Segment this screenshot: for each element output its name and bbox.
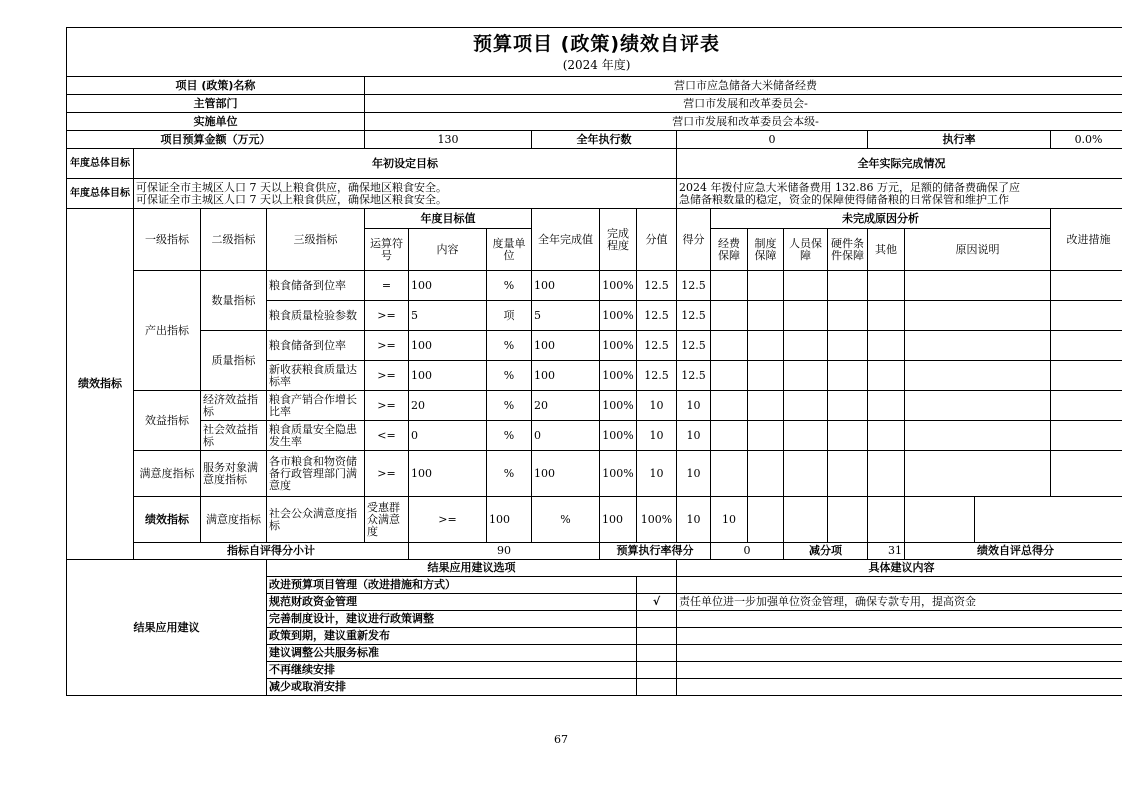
indicator-score: 12.5 [677, 361, 711, 391]
result-check [637, 679, 677, 696]
header-improve: 改进措施 [1051, 209, 1122, 271]
indicator-score: 12.5 [677, 271, 711, 301]
results-label: 结果应用建议 [67, 560, 267, 696]
indicator-degree: 100% [600, 271, 637, 301]
indicator-content: 100 [409, 451, 487, 497]
indicator-name: 受惠群众满意度 [365, 497, 409, 543]
indicator-degree: 100% [600, 331, 637, 361]
header-score-value: 分值 [637, 209, 677, 271]
result-check [637, 645, 677, 662]
indicator-unit: % [487, 271, 532, 301]
indicator-unit: % [487, 391, 532, 421]
indicator-score: 12.5 [677, 301, 711, 331]
result-check [637, 628, 677, 645]
indicator-op: >= [365, 451, 409, 497]
goals-actual-line: 急储备粮数量的稳定，资金的保障使得储备粮的日常保管和维护工作 [679, 193, 1009, 206]
subtotal-label: 指标自评得分小计 [134, 543, 409, 560]
page-title: 预算项目 (政策)绩效自评表 [473, 33, 721, 55]
l1-satisfaction: 满意度指标 [134, 451, 201, 497]
header-content: 内容 [409, 229, 487, 271]
indicator-value: 12.5 [637, 301, 677, 331]
goals-actual-text [677, 179, 1122, 209]
exec-value: 0 [677, 131, 868, 149]
indicator-actual: 5 [532, 301, 600, 331]
result-advice [677, 645, 1122, 662]
indicator-degree: 100% [600, 301, 637, 331]
header-op: 运算符号 [365, 229, 409, 271]
indicator-name: 粮食质量安全隐患发生率 [267, 421, 365, 451]
indicator-op: >= [365, 361, 409, 391]
indicator-actual: 100 [600, 497, 637, 543]
result-advice: 责任单位进一步加强单位资金管理，确保专款专用，提高资金 [677, 594, 1122, 611]
budget-label: 项目预算金额（万元） [67, 131, 365, 149]
indicator-actual: 0 [532, 421, 600, 451]
header-other: 其他 [868, 229, 905, 271]
result-advice [677, 577, 1122, 594]
unit-value: 营口市发展和改革委员会本级- [365, 113, 1122, 131]
indicator-op: >= [365, 331, 409, 361]
dept-label: 主管部门 [67, 95, 365, 113]
indicator-actual: 100 [532, 271, 600, 301]
indicator-degree: 100% [600, 421, 637, 451]
indicator-unit: % [532, 497, 600, 543]
l2-quantity: 数量指标 [201, 271, 267, 331]
result-advice [677, 662, 1122, 679]
indicator-name: 粮食储备到位率 [267, 271, 365, 301]
indicator-unit: % [487, 361, 532, 391]
indicator-name: 粮食储备到位率 [267, 331, 365, 361]
header-score: 得分 [677, 209, 711, 271]
result-option: 减少或取消安排 [267, 679, 637, 696]
result-option: 完善制度设计，建议进行政策调整 [267, 611, 637, 628]
indicator-name: 各市粮食和物资储备行政管理部门满意度 [267, 451, 365, 497]
result-check [637, 611, 677, 628]
indicator-value: 10 [637, 391, 677, 421]
indicator-score: 10 [677, 391, 711, 421]
indicator-op: <= [365, 421, 409, 451]
l2-service: 服务对象满意度指标 [201, 451, 267, 497]
goals-label-2: 年度总体目标 [67, 179, 134, 209]
l2-quality: 质量指标 [201, 331, 267, 391]
indicator-value: 12.5 [637, 271, 677, 301]
indicator-unit: % [487, 331, 532, 361]
indicator-value: 12.5 [637, 361, 677, 391]
indicator-actual: 100 [532, 451, 600, 497]
indicator-content: 100 [409, 271, 487, 301]
project-name-value: 营口市应急储备大米储备经费 [365, 77, 1122, 95]
l2-public: 社会公众满意度指标 [267, 497, 365, 543]
result-option: 规范财政资金管理 [267, 594, 637, 611]
result-option: 不再继续安排 [267, 662, 637, 679]
subtotal-value: 90 [409, 543, 600, 560]
result-check: √ [637, 594, 677, 611]
header-level1: 一级指标 [134, 209, 201, 271]
indicator-value: 10 [677, 497, 711, 543]
header-annual-target: 年度目标值 [365, 209, 532, 229]
deduct-label: 减分项 [784, 543, 868, 560]
section-label: 绩效指标 [67, 209, 134, 560]
header-unit: 度量单位 [487, 229, 532, 271]
exec-label: 全年执行数 [532, 131, 677, 149]
goals-label: 年度总体目标 [67, 149, 134, 179]
indicator-op: >= [365, 301, 409, 331]
goals-set-text [134, 179, 677, 209]
header-hardware: 硬件条件保障 [828, 229, 868, 271]
goals-set-line: 可保证全市主城区人口 7 天以上粮食供应，确保地区粮食安全。 [136, 181, 447, 194]
l1-output: 产出指标 [134, 271, 201, 391]
header-explain: 原因说明 [905, 229, 1051, 271]
result-check [637, 662, 677, 679]
indicator-unit: 项 [487, 301, 532, 331]
project-name-label: 项目 (政策)名称 [67, 77, 365, 95]
evaluation-table [66, 27, 1122, 696]
budget-value: 130 [365, 131, 532, 149]
rate-value: 0.0% [1051, 131, 1122, 149]
indicator-content: 100 [487, 497, 532, 543]
indicator-name: 粮食质量检验参数 [267, 301, 365, 331]
total-label: 绩效自评总得分 [905, 543, 1122, 560]
budget-score-value: 0 [711, 543, 784, 560]
indicator-content: 100 [409, 331, 487, 361]
indicator-content: 20 [409, 391, 487, 421]
l1-benefit: 效益指标 [134, 391, 201, 451]
title-cell [67, 28, 1122, 77]
indicator-unit: % [487, 451, 532, 497]
indicator-degree: 100% [637, 497, 677, 543]
l1-satisfaction-2: 满意度指标 [201, 497, 267, 543]
indicator-score: 10 [677, 421, 711, 451]
indicator-op: = [365, 271, 409, 301]
unit-label: 实施单位 [67, 113, 365, 131]
goals-actual-line: 2024 年拨付应急大米储备费用 132.86 万元，足额的储备费确保了应 [679, 181, 1020, 194]
indicator-unit: % [487, 421, 532, 451]
indicator-actual: 100 [532, 331, 600, 361]
goals-set-header: 年初设定目标 [134, 149, 677, 179]
indicator-op: >= [409, 497, 487, 543]
header-actual: 全年完成值 [532, 209, 600, 271]
result-option: 建议调整公共服务标准 [267, 645, 637, 662]
results-content-header: 具体建议内容 [677, 560, 1122, 577]
l2-economic: 经济效益指标 [201, 391, 267, 421]
header-level2: 二级指标 [201, 209, 267, 271]
evaluation-sheet [66, 27, 1111, 696]
result-option: 改进预算项目管理（改进措施和方式） [267, 577, 637, 594]
indicator-degree: 100% [600, 361, 637, 391]
result-advice [677, 611, 1122, 628]
result-advice [677, 628, 1122, 645]
header-system: 制度保障 [748, 229, 784, 271]
section-label-2: 绩效指标 [134, 497, 201, 543]
year-subtitle: (2024 年度) [562, 58, 631, 72]
indicator-content: 0 [409, 421, 487, 451]
dept-value: 营口市发展和改革委员会- [365, 95, 1122, 113]
indicator-value: 10 [637, 421, 677, 451]
header-fund: 经费保障 [711, 229, 748, 271]
indicator-actual: 100 [532, 361, 600, 391]
header-level3: 三级指标 [267, 209, 365, 271]
indicator-score: 10 [677, 451, 711, 497]
page-number: 67 [554, 733, 568, 746]
goals-set-line: 可保证全市主城区人口 7 天以上粮食供应，确保地区粮食安全。 [136, 193, 447, 206]
indicator-actual: 20 [532, 391, 600, 421]
rate-label: 执行率 [868, 131, 1051, 149]
indicator-score: 10 [711, 497, 748, 543]
indicator-value: 12.5 [637, 331, 677, 361]
indicator-name: 粮食产销合作增长比率 [267, 391, 365, 421]
indicator-content: 100 [409, 361, 487, 391]
indicator-degree: 100% [600, 391, 637, 421]
indicator-content: 5 [409, 301, 487, 331]
result-advice [677, 679, 1122, 696]
indicator-value: 10 [637, 451, 677, 497]
indicator-score: 12.5 [677, 331, 711, 361]
indicator-degree: 100% [600, 451, 637, 497]
deduct-value: 31 [868, 543, 905, 560]
indicator-name: 新收获粮食质量达标率 [267, 361, 365, 391]
result-option: 政策到期，建议重新发布 [267, 628, 637, 645]
goals-actual-header: 全年实际完成情况 [677, 149, 1122, 179]
result-check [637, 577, 677, 594]
results-options-header: 结果应用建议选项 [267, 560, 677, 577]
indicator-op: >= [365, 391, 409, 421]
header-degree: 完成程度 [600, 209, 637, 271]
l2-social: 社会效益指标 [201, 421, 267, 451]
header-staff: 人员保障 [784, 229, 828, 271]
header-reason: 未完成原因分析 [711, 209, 1051, 229]
budget-score-label: 预算执行率得分 [600, 543, 711, 560]
